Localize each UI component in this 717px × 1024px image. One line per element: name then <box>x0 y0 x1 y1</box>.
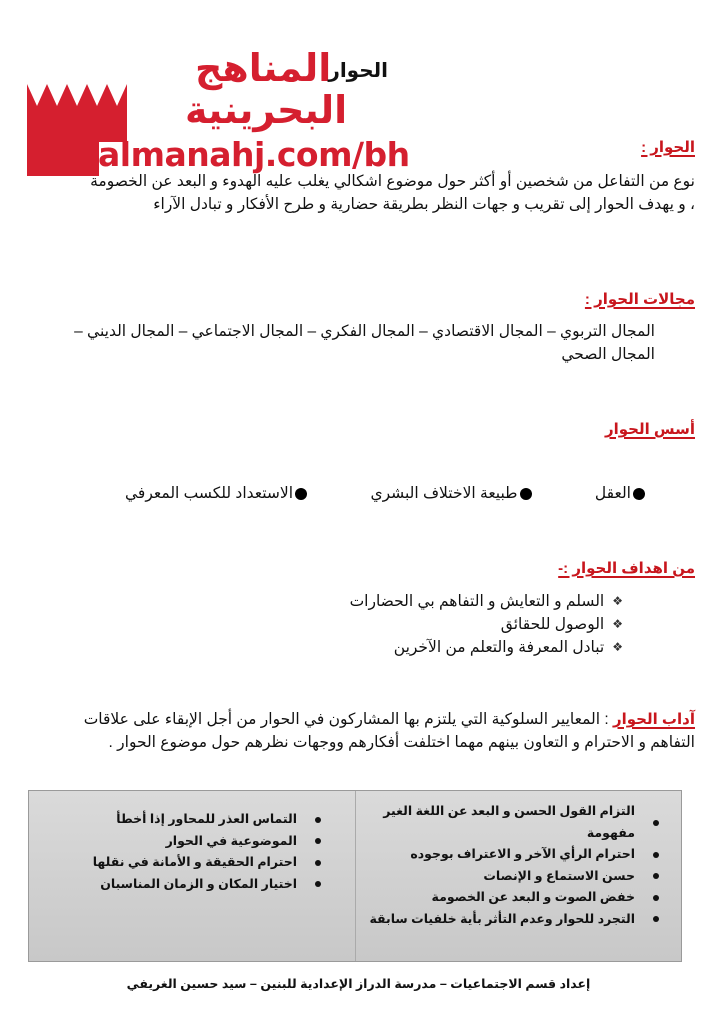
bullet-icon <box>653 852 659 858</box>
goal-item: ❖ تبادل المعرفة والتعلم من الآخرين <box>323 636 623 659</box>
rules-column-right <box>355 791 681 961</box>
rule-item: التجرد للحوار وعدم التأثر بأية خلفيات سابقة <box>356 909 659 931</box>
goal-item: ❖ السلم و التعايش و التفاهم بي الحضارات <box>323 590 623 613</box>
logo-brand-line1: المناهج <box>195 46 332 90</box>
etiquette-text: : المعايير السلوكية التي يلتزم بها المشاركون في الحوار من أجل الإبقاء على علاقات التفاهم و الاحترام و التعاون بينهم مهما اختلفت أفكارهم ووجهات نظرهم حول موضوع الحوار . <box>83 711 695 751</box>
document-footer: إعداد قسم الاجتماعيات – مدرسة الدراز الإعدادية للبنين – سيد حسين الغريفي <box>126 977 591 991</box>
rule-item: التزام القول الحسن و البعد عن اللغة الغير مفهومة <box>356 801 659 844</box>
diamond-bullet-icon: ❖ <box>612 594 623 608</box>
foundation-item: العقل <box>595 484 645 503</box>
diamond-bullet-icon: ❖ <box>612 617 623 631</box>
bullet-icon <box>653 916 659 922</box>
bullet-icon <box>315 838 321 844</box>
goal-item: ❖ الوصول للحقائق <box>323 613 623 636</box>
bullet-icon <box>653 820 659 826</box>
heading-etiquette: آداب الحوار <box>613 711 695 728</box>
document-title: الحوار <box>328 60 388 82</box>
foundations-list <box>125 484 645 503</box>
rule-item: خفض الصوت و البعد عن الخصومة <box>356 887 659 909</box>
bullet-dot-icon <box>633 488 645 500</box>
foundation-item: طبيعة الاختلاف البشري <box>370 484 531 503</box>
heading-definition: الحوار : <box>641 139 695 156</box>
diamond-bullet-icon: ❖ <box>612 640 623 654</box>
heading-foundations: أسس الحوار <box>604 421 695 438</box>
rules-column-left <box>29 791 355 961</box>
heading-fields: مجالات الحوار : <box>584 291 695 308</box>
bullet-dot-icon <box>295 488 307 500</box>
bullet-icon <box>315 881 321 887</box>
rule-item: حسن الاستماع و الإنصات <box>356 866 659 888</box>
bullet-icon <box>315 817 321 823</box>
definition-text: نوع من التفاعل من شخصين أو أكثر حول موضوع اشكالي يغلب عليه الهدوء و البعد عن الخصومة ، و يهدف الحوار إلى تقريب و جهات النظر بطريقة حضارية و طرح الأفكار و تبادل الآراء <box>90 173 695 213</box>
rule-item: التماس العذر للمحاور إذا أخطأ <box>29 809 321 831</box>
heading-goals: من اهداف الحوار :- <box>558 560 695 577</box>
etiquette-paragraph <box>55 708 695 754</box>
fields-text: المجال التربوي – المجال الاقتصادي – المجال الفكري – المجال الاجتماعي – المجال الديني – المجال الصحي <box>74 323 655 363</box>
logo-url[interactable]: almanahj.com/bh <box>98 135 410 174</box>
rule-item: اختيار المكان و الزمان المناسبان <box>29 874 321 896</box>
bullet-icon <box>653 895 659 901</box>
bullet-icon <box>653 873 659 879</box>
logo-brand-line2: البحرينية <box>185 88 348 132</box>
foundation-item: الاستعداد للكسب المعرفي <box>125 484 307 503</box>
rule-item: احترام الحقيقة و الأمانة في نقلها <box>29 852 321 874</box>
etiquette-rules-box <box>28 790 682 962</box>
bullet-icon <box>315 860 321 866</box>
goals-list <box>323 590 623 659</box>
rule-item: الموضوعية في الحوار <box>29 831 321 853</box>
rule-item: احترام الرأي الآخر و الاعتراف بوجوده <box>356 844 659 866</box>
bullet-dot-icon <box>520 488 532 500</box>
